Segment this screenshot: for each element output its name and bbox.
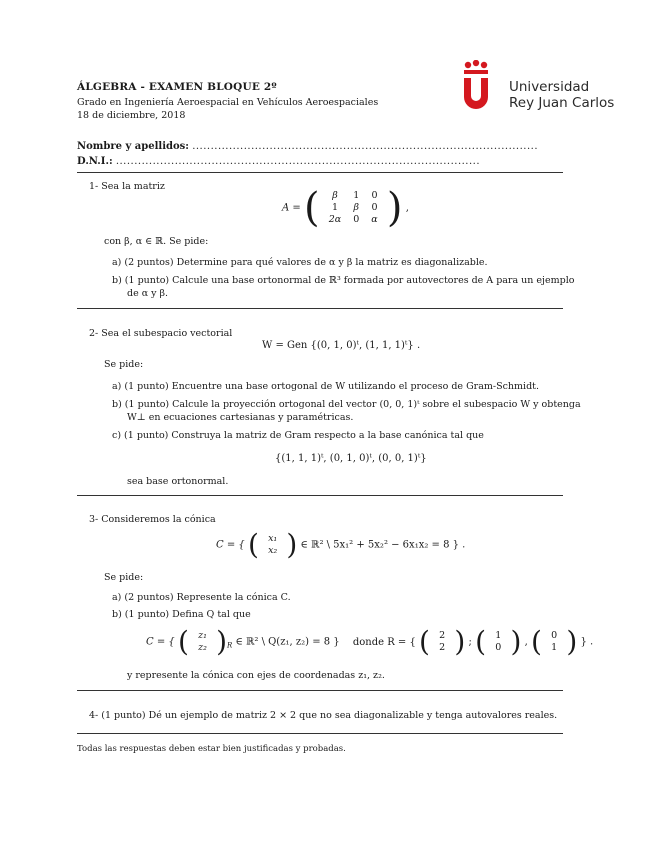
q1-cell: β (353, 202, 359, 213)
q3-vector-cell: z₁ (198, 630, 207, 641)
q3-tail: y represente la cónica con ejes de coordenadas z₁, z₂. (127, 670, 385, 681)
q1-cell: β (332, 190, 338, 201)
q3-left-paren: ( (475, 625, 487, 658)
q1-cell: 2α (328, 214, 342, 225)
q3-right-paren: ) (286, 528, 298, 561)
q3-q-definition (146, 625, 594, 658)
exam-title: ÁLGEBRA - EXAMEN BLOQUE 2º (77, 81, 277, 93)
id-dots: ................................................................................................... (115, 156, 481, 167)
q3-se-pide: Se pide: (104, 572, 144, 583)
q3-left-paren: ( (247, 528, 259, 561)
q3-vector-cell: 1 (551, 642, 558, 653)
q3-lhs: C = { (216, 539, 245, 551)
q3-intro: 3- Consideremos la cónica (89, 514, 216, 525)
q2-part-c: c) (1 punto) Construya la matriz de Gram respecto a la base canónica tal que (112, 430, 484, 441)
q1-matrix (323, 190, 384, 226)
q3-rhs2: ∈ ℝ² \ Q(z₁, z₂) = 8 } (235, 636, 340, 648)
q3-part-a: a) (2 puntos) Represente la cónica C. (112, 592, 291, 603)
q2-part-b-line1: b) (1 punto) Calcule la proyección ortogonal del vector (0, 0, 1)ᵗ sobre el subespacio W y obtenga (112, 399, 581, 410)
university-name-line1: Universidad (509, 79, 590, 95)
q3-rclose: } . (580, 636, 594, 648)
q2-part-b-line2: W⊥ en ecuaciones cartesianas y paramétricas. (127, 412, 354, 423)
q3-vector-cell: x₂ (268, 545, 278, 556)
university-name (509, 79, 614, 111)
footer-note: Todas las respuestas deben estar bien justificadas y probadas. (77, 744, 346, 754)
divider (77, 690, 563, 691)
q3-rhs: ∈ ℝ² \ 5x₁² + 5x₂² − 6x₁x₂ = 8 } . (300, 539, 466, 551)
urjc-emblem-icon (462, 60, 502, 116)
q3-left-paren: ( (177, 625, 189, 658)
q3-donde: donde R = { (352, 636, 416, 648)
q2-part-a: a) (1 punto) Encuentre una base ortogonal de W utilizando el proceso de Gram-Schmidt. (112, 381, 539, 392)
q3-z-vector (192, 630, 213, 654)
q3-lhs2: C = { (146, 636, 175, 648)
q3-part-b: b) (1 punto) Defina Q tal que (112, 609, 251, 620)
q2-basis-set: {(1, 1, 1)ᵗ, (0, 1, 0)ᵗ, (0, 0, 1)ᵗ} (275, 453, 427, 464)
divider (77, 495, 563, 496)
q3-vector-cell: x₁ (268, 533, 278, 544)
q1-right-paren: ) (386, 185, 403, 231)
q1-cell: 1 (353, 190, 360, 201)
id-field (77, 156, 480, 167)
q3-vector-cell: 0 (495, 642, 502, 653)
q2-tail: sea base ortonormal. (127, 476, 229, 487)
degree-line: Grado en Ingeniería Aeroespacial en Vehículos Aeroespaciales (77, 97, 379, 108)
divider (77, 172, 563, 173)
q3-right-paren: ) (216, 625, 228, 658)
q1-cell: 0 (353, 214, 360, 225)
id-label: D.N.I.: (77, 156, 113, 167)
q1-condition: con β, α ∈ ℝ. Se pide: (104, 236, 209, 247)
q4-text: 4- (1 punto) Dé un ejemplo de matriz 2 × 2 que no sea diagonalizable y tenga autovalores reales. (89, 710, 558, 721)
q2-intro: 2- Sea el subespacio vectorial (89, 328, 233, 339)
q1-part-b-line1: b) (1 punto) Calcule una base ortonormal de ℝ³ formada por autovectores de A para un ejemplo (112, 275, 575, 286)
q3-vector-cell: 1 (495, 630, 502, 641)
q1-lhs: A = (282, 202, 301, 214)
q1-intro: 1- Sea la matriz (89, 181, 165, 192)
q3-right-paren: ) (510, 625, 522, 658)
name-field (77, 141, 538, 152)
q3-basis-subscript: R (227, 641, 233, 650)
q3-r-vector-2 (489, 630, 507, 654)
q1-part-a: a) (2 puntos) Determine para qué valores de α y β la matriz es diagonalizable. (112, 257, 488, 268)
q3-vector-cell: 2 (439, 642, 446, 653)
q1-cell: α (371, 214, 378, 225)
q3-vector-cell: 0 (551, 630, 558, 641)
q1-cell: 1 (331, 202, 339, 213)
q1-left-paren: ( (303, 185, 320, 231)
q3-vector (262, 533, 283, 557)
q1-matrix-eq (282, 185, 409, 231)
divider (77, 733, 563, 734)
q1-part-b-line2: de α y β. (127, 288, 169, 299)
q2-se-pide: Se pide: (104, 359, 144, 370)
q1-cell: 0 (371, 202, 378, 213)
divider (77, 308, 563, 309)
q3-r-vector-3 (545, 630, 563, 654)
q3-separator: ; (468, 636, 472, 648)
university-logo (462, 60, 622, 116)
q2-equation: W = Gen {(0, 1, 0)ᵗ, (1, 1, 1)ᵗ} . (262, 340, 421, 351)
q3-vector-cell: 2 (439, 630, 446, 641)
date-line: 18 de diciembre, 2018 (77, 110, 186, 121)
q1-trail: , (405, 202, 409, 214)
q3-r-vector-1 (433, 630, 451, 654)
q1-cell: 0 (371, 190, 378, 201)
q3-left-paren: ( (530, 625, 542, 658)
name-dots: .............................................................................................. (192, 141, 539, 152)
name-label: Nombre y apellidos: (77, 141, 190, 152)
q3-left-paren: ( (419, 625, 430, 658)
q3-comma: , (524, 636, 528, 648)
q3-vector-cell: z₂ (198, 642, 207, 653)
q3-right-paren: ) (454, 625, 466, 658)
q3-right-paren: ) (566, 625, 578, 658)
q3-conic-eq (216, 528, 466, 561)
university-name-line2: Rey Juan Carlos (509, 95, 615, 111)
